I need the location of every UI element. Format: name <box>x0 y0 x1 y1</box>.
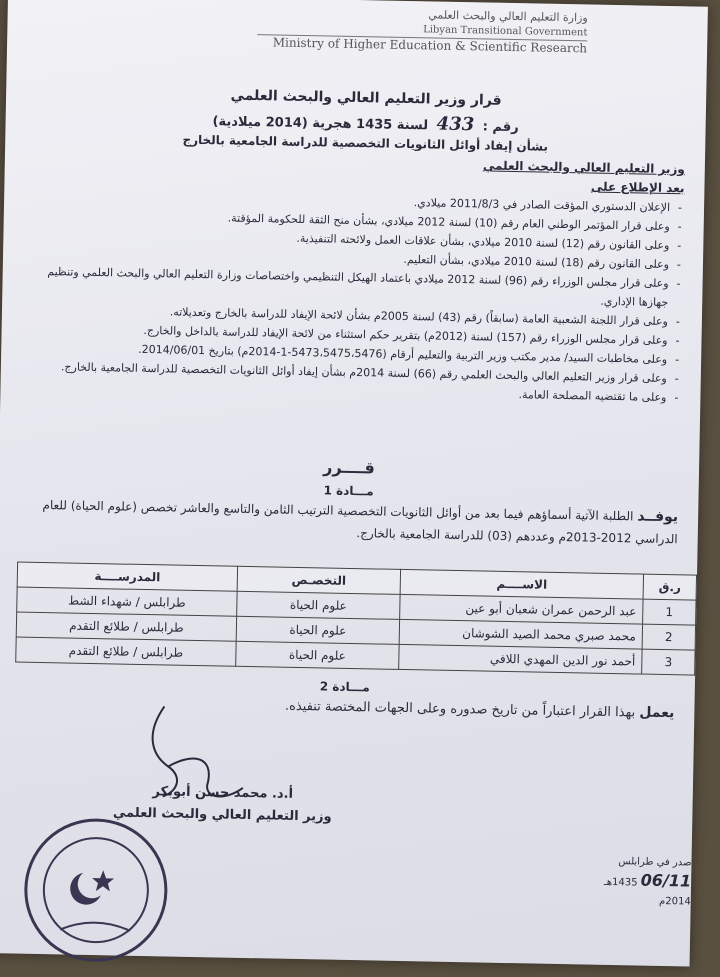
student-specialization: علوم الحياة <box>236 616 399 644</box>
student-school: طرابلس / طلائع التقدم <box>16 612 236 641</box>
issue-info <box>511 851 692 911</box>
col-school: المدرســــة <box>17 562 237 591</box>
article-2-verb: يعمل <box>639 704 675 722</box>
decision-subject: بشأن إيفاد أوائل الثانويات التخصصية للدراسة الجامعية بالخارج <box>182 132 549 154</box>
issue-place: صدر في طرابلس <box>618 856 692 869</box>
issue-hijri: 1435هـ <box>603 876 638 889</box>
student-specialization: علوم الحياة <box>237 591 400 619</box>
student-specialization: علوم الحياة <box>236 641 399 669</box>
decision-number-label: رقم : <box>482 119 519 136</box>
student-name: عبد الرحمن عمران شعبان أبو عين <box>400 594 643 624</box>
issue-date: 06/11 <box>640 870 692 891</box>
signatory-title: وزير التعليم العالي والبحث العلمي <box>112 805 332 825</box>
recital-item: - وعلى قرار المؤتمر الوطني العام رقم (10) لسنة 2012 ميلادي، بشأن منح الثقة للحكومة المؤقتة. <box>24 205 684 237</box>
decision-number: 433 <box>436 113 475 136</box>
article-2-body: بهذا القرار اعتباراً من تاريخ صدوره وعلى الجهات المختصة تنفيذه. <box>284 698 636 721</box>
col-name: الاســــم <box>400 569 643 599</box>
row-number: 2 <box>642 624 695 650</box>
students-table <box>15 562 697 676</box>
official-seal <box>19 814 172 967</box>
article-1-label: مـــادة 1 <box>323 483 374 499</box>
article-1-text <box>18 494 679 551</box>
student-school: طرابلس / شهداء الشط <box>17 587 237 616</box>
recitals-heading: بعد الإطلاع على <box>590 179 685 196</box>
recitals-section <box>20 148 685 408</box>
letterhead-government: Libyan Transitional Government <box>257 19 587 41</box>
recital-item: - وعلى قرار اللجنة الشعبية العامة (سابقاً) رقم (43) لسنة 2005م بشأن لائحة الإيفاد للدراسة بالخارج وتعديلاته. <box>22 300 682 332</box>
recital-item: - وعلى مخاطبات السيد/ مدير مكتب وزير التربية والتعليم أرقام (5473،5475،5476-1-2014م) بتاريخ 2014/06/01. <box>21 338 681 370</box>
recital-item: - وعلى قرار مجلس الوزراء رقم (96) لسنة 2012 ميلادي باعتماد الهيكل التنظيمي واختصاصات وزارة التعليم العالي والبحث العلمي وتنظيم جهازها الإداري. <box>22 262 683 313</box>
decision-title: قرار وزير التعليم العالي والبحث العلمي <box>230 87 502 109</box>
article-2-text <box>14 692 674 724</box>
recitals-list <box>20 186 684 408</box>
student-name: أحمد نور الدين المهدي اللافي <box>399 644 642 674</box>
issuer-line: وزير التعليم العالي والبحث العلمي <box>482 158 685 177</box>
student-school: طرابلس / طلائع التقدم <box>16 637 236 666</box>
recital-item: - الإعلان الدستوري المؤقت الصادر في 2011/8/3 ميلادي. <box>24 186 684 218</box>
letterhead-ministry: Ministry of Higher Education & Scientific Research <box>272 35 588 56</box>
recital-item: - وعلى قرار مجلس الوزراء رقم (157) لسنة (2012م) بتقرير حكم استثناء من لائحة الإيفاد للدراسة بالداخل والخارج. <box>21 319 681 351</box>
signatory-name: أ.د. محمد حسن أبوبكر <box>152 784 294 802</box>
decision-year: لسنة 1435 هجرية (2014 ميلادية) <box>212 114 429 134</box>
letterhead-arabic: وزارة التعليم العالي والبحث العلمي <box>428 8 588 25</box>
letterhead <box>257 4 588 56</box>
student-name: محمد صبري محمد الصيد الشوشان <box>399 619 642 649</box>
recital-item: - وعلى القانون رقم (12) لسنة 2010 ميلادي، بشأن علاقات العمل ولائحته التنفيذية. <box>23 224 683 256</box>
recital-item: - وعلى ما تقتضيه المصلحة العامة. <box>20 376 680 408</box>
article-1-verb: يوفــد <box>637 508 679 526</box>
recital-item: - وعلى القانون رقم (18) لسنة 2010 ميلادي، بشأن التعليم. <box>23 243 683 275</box>
col-number: ر.ق <box>643 574 696 600</box>
decides-heading: قــــرر <box>323 457 375 478</box>
col-specialization: التخصـص <box>237 566 400 594</box>
article-1-body: الطلبة الآتية أسماؤهم فيما بعد من أوائل الثانويات التخصصية الترتيب الثامن والتاسع والعاشر تخصص (علوم الحياة) للعام الدراسي 2012-2013م وعددهم (03) للدراسة الجامعية بالخارج. <box>42 498 678 547</box>
row-number: 3 <box>642 649 695 675</box>
recital-item: - وعلى قرار وزير التعليم العالي والبحث العلمي رقم (66) لسنة 2014م بشأن إيفاد أوائل الثانويات التخصصية للدراسة الجامعية بالخارج. <box>21 357 681 389</box>
row-number: 1 <box>643 599 696 625</box>
article-2-label: مـــادة 2 <box>319 679 370 695</box>
issue-gregorian: 2014م <box>658 895 691 908</box>
